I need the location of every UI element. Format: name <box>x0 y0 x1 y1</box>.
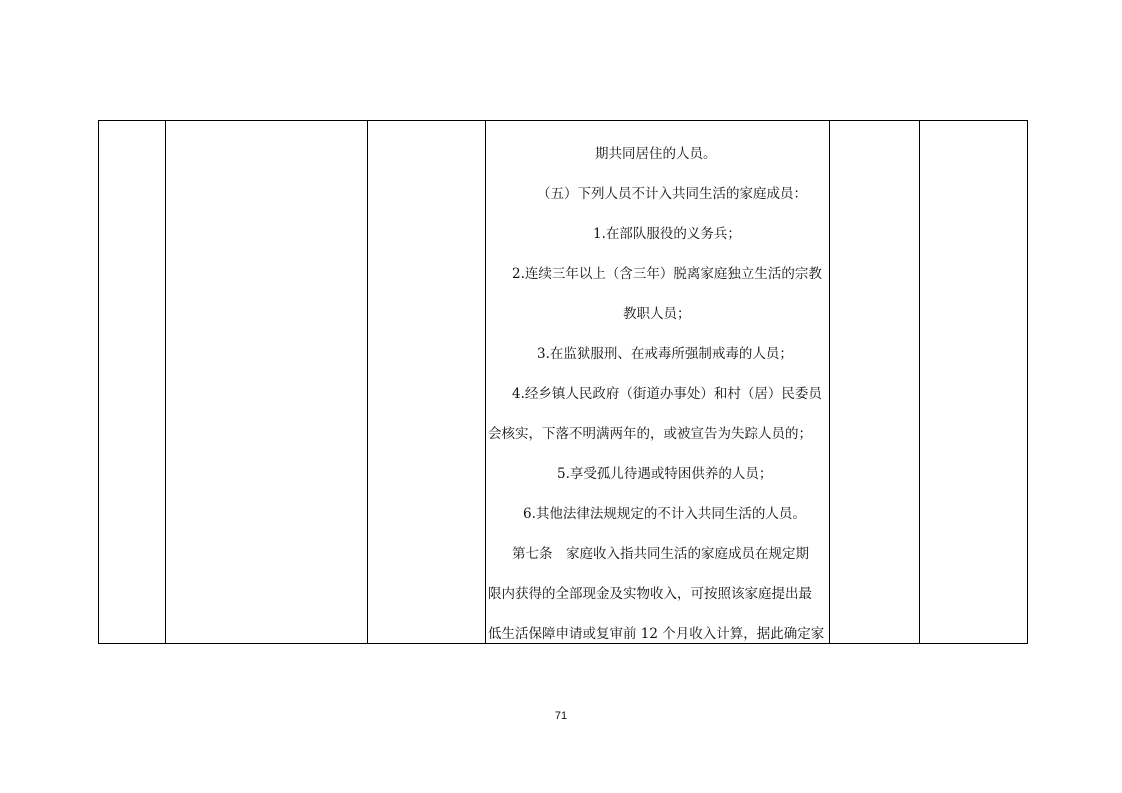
column-divider <box>165 121 166 643</box>
text-line: 4.经乡镇人民政府（街道办事处）和村（居）民委员 <box>512 386 822 402</box>
column-divider <box>919 121 920 643</box>
text-line: 3.在监狱服刑、在戒毒所强制戒毒的人员； <box>537 346 793 362</box>
column-divider <box>367 121 368 643</box>
text-line: 2.连续三年以上（含三年）脱离家庭独立生活的宗教 <box>512 266 822 282</box>
text-line: 会核实，下落不明满两年的，或被宣告为失踪人员的； <box>488 426 812 442</box>
page-number: 71 <box>554 710 568 722</box>
text-line: 低生活保障申请或复审前 12 个月收入计算，据此确定家 <box>488 626 825 642</box>
text-line: 6.其他法律法规规定的不计入共同生活的人员。 <box>523 506 806 522</box>
text-line: 期共同居住的人员。 <box>595 146 717 162</box>
policy-text-cell <box>485 121 829 643</box>
text-line: 5.享受孤儿待遇或特困供养的人员； <box>557 466 773 482</box>
text-line: 第七条 家庭收入指共同生活的家庭成员在规定期 <box>512 546 809 562</box>
text-line: 教职人员； <box>623 306 691 322</box>
text-line: 1.在部队服役的义务兵； <box>593 226 741 242</box>
text-line: （五）下列人员不计入共同生活的家庭成员： <box>537 186 807 202</box>
text-line: 限内获得的全部现金及实物收入，可按照该家庭提出最 <box>488 586 812 602</box>
document-table <box>98 120 1028 644</box>
